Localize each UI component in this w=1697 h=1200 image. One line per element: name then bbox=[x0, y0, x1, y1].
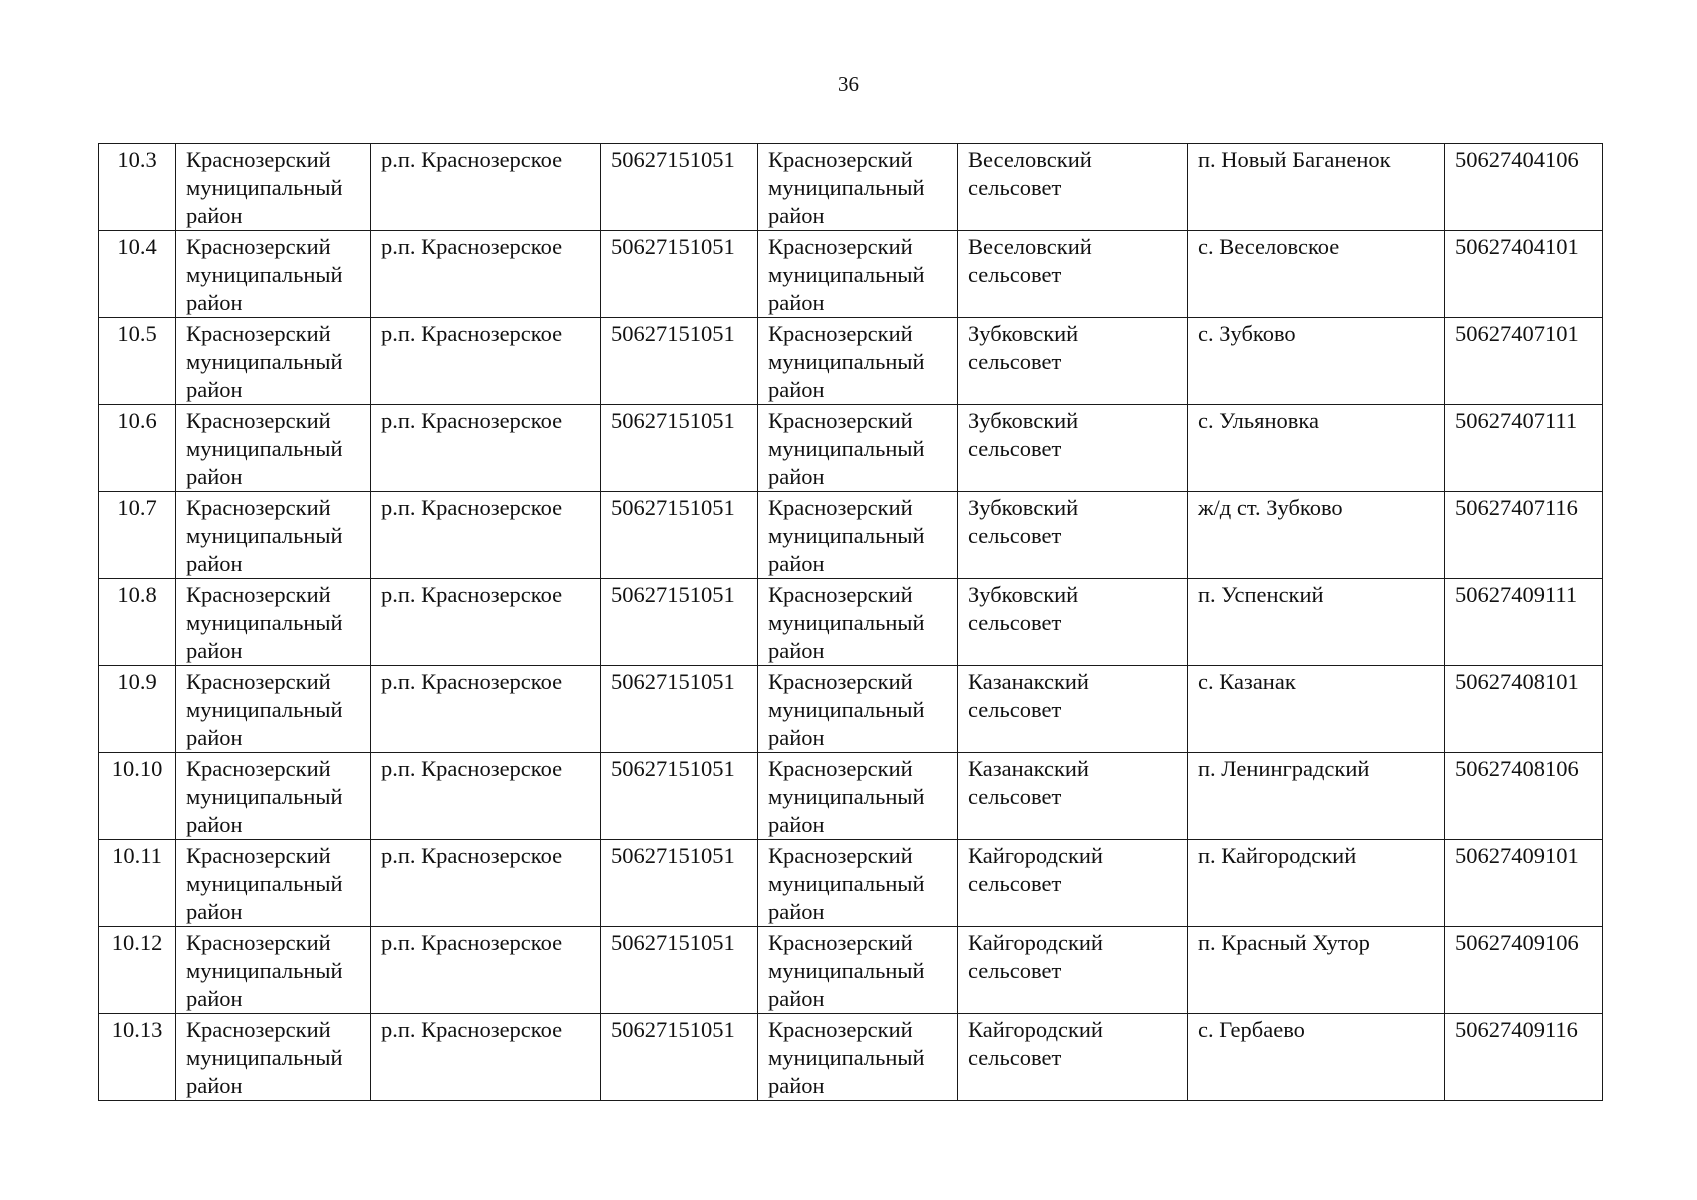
page-number: 36 bbox=[838, 72, 859, 96]
settlement-cell: с. Веселовское bbox=[1188, 231, 1445, 318]
district-cell: Краснозерский муниципальный район bbox=[176, 1014, 371, 1101]
admin-center-code-cell: 50627151051 bbox=[601, 405, 758, 492]
district-cell: Краснозерский муниципальный район bbox=[176, 666, 371, 753]
admin-center-code-cell: 50627151051 bbox=[601, 318, 758, 405]
village-council-cell: Казанакский сельсовет bbox=[958, 753, 1188, 840]
table-row bbox=[99, 405, 1603, 492]
village-council-cell: Веселовский сельсовет bbox=[958, 144, 1188, 231]
village-council-cell: Зубковский сельсовет bbox=[958, 579, 1188, 666]
admin-center-code-cell: 50627151051 bbox=[601, 927, 758, 1014]
table-row bbox=[99, 840, 1603, 927]
settlement-code-cell: 50627404101 bbox=[1445, 231, 1603, 318]
admin-center-cell: р.п. Краснозерское bbox=[371, 666, 601, 753]
settlement-cell: п. Новый Баганенок bbox=[1188, 144, 1445, 231]
settlement-code-cell: 50627409106 bbox=[1445, 927, 1603, 1014]
settlement-cell: ж/д ст. Зубково bbox=[1188, 492, 1445, 579]
row-number-cell: 10.7 bbox=[99, 492, 176, 579]
table-row bbox=[99, 318, 1603, 405]
admin-center-cell: р.п. Краснозерское bbox=[371, 492, 601, 579]
settlement-cell: с. Ульяновка bbox=[1188, 405, 1445, 492]
admin-center-cell: р.п. Краснозерское bbox=[371, 231, 601, 318]
settlement-cell: п. Красный Хутор bbox=[1188, 927, 1445, 1014]
settlement-cell: п. Успенский bbox=[1188, 579, 1445, 666]
admin-center-cell: р.п. Краснозерское bbox=[371, 753, 601, 840]
settlement-code-cell: 50627409101 bbox=[1445, 840, 1603, 927]
admin-center-cell: р.п. Краснозерское bbox=[371, 318, 601, 405]
admin-center-code-cell: 50627151051 bbox=[601, 753, 758, 840]
district-cell: Краснозерский муниципальный район bbox=[176, 405, 371, 492]
settlements-table bbox=[98, 143, 1603, 1101]
district-cell: Краснозерский муниципальный район bbox=[176, 492, 371, 579]
village-council-cell: Кайгородский сельсовет bbox=[958, 1014, 1188, 1101]
settlement-cell: п. Ленинградский bbox=[1188, 753, 1445, 840]
municipal-district-cell: Краснозерский муниципальный район bbox=[758, 492, 958, 579]
admin-center-code-cell: 50627151051 bbox=[601, 1014, 758, 1101]
municipal-district-cell: Краснозерский муниципальный район bbox=[758, 753, 958, 840]
row-number-cell: 10.4 bbox=[99, 231, 176, 318]
municipal-district-cell: Краснозерский муниципальный район bbox=[758, 840, 958, 927]
settlement-code-cell: 50627409111 bbox=[1445, 579, 1603, 666]
settlement-code-cell: 50627404106 bbox=[1445, 144, 1603, 231]
table-row bbox=[99, 579, 1603, 666]
admin-center-code-cell: 50627151051 bbox=[601, 231, 758, 318]
municipal-district-cell: Краснозерский муниципальный район bbox=[758, 927, 958, 1014]
settlement-code-cell: 50627408101 bbox=[1445, 666, 1603, 753]
municipal-district-cell: Краснозерский муниципальный район bbox=[758, 666, 958, 753]
admin-center-code-cell: 50627151051 bbox=[601, 666, 758, 753]
settlement-code-cell: 50627408106 bbox=[1445, 753, 1603, 840]
row-number-cell: 10.5 bbox=[99, 318, 176, 405]
table-row bbox=[99, 1014, 1603, 1101]
village-council-cell: Кайгородский сельсовет bbox=[958, 927, 1188, 1014]
row-number-cell: 10.6 bbox=[99, 405, 176, 492]
admin-center-cell: р.п. Краснозерское bbox=[371, 405, 601, 492]
table-row bbox=[99, 666, 1603, 753]
district-cell: Краснозерский муниципальный район bbox=[176, 144, 371, 231]
table-row bbox=[99, 144, 1603, 231]
table-row bbox=[99, 492, 1603, 579]
district-cell: Краснозерский муниципальный район bbox=[176, 318, 371, 405]
row-number-cell: 10.10 bbox=[99, 753, 176, 840]
admin-center-code-cell: 50627151051 bbox=[601, 840, 758, 927]
municipal-district-cell: Краснозерский муниципальный район bbox=[758, 318, 958, 405]
municipal-district-cell: Краснозерский муниципальный район bbox=[758, 231, 958, 318]
district-cell: Краснозерский муниципальный район bbox=[176, 927, 371, 1014]
admin-center-code-cell: 50627151051 bbox=[601, 492, 758, 579]
settlement-cell: с. Зубково bbox=[1188, 318, 1445, 405]
admin-center-cell: р.п. Краснозерское bbox=[371, 927, 601, 1014]
admin-center-cell: р.п. Краснозерское bbox=[371, 1014, 601, 1101]
village-council-cell: Казанакский сельсовет bbox=[958, 666, 1188, 753]
municipal-district-cell: Краснозерский муниципальный район bbox=[758, 144, 958, 231]
row-number-cell: 10.8 bbox=[99, 579, 176, 666]
table-row bbox=[99, 927, 1603, 1014]
village-council-cell: Кайгородский сельсовет bbox=[958, 840, 1188, 927]
table-row bbox=[99, 753, 1603, 840]
row-number-cell: 10.13 bbox=[99, 1014, 176, 1101]
settlement-cell: с. Казанак bbox=[1188, 666, 1445, 753]
row-number-cell: 10.12 bbox=[99, 927, 176, 1014]
village-council-cell: Зубковский сельсовет bbox=[958, 405, 1188, 492]
row-number-cell: 10.3 bbox=[99, 144, 176, 231]
settlement-cell: п. Кайгородский bbox=[1188, 840, 1445, 927]
settlement-code-cell: 50627407101 bbox=[1445, 318, 1603, 405]
table-row bbox=[99, 231, 1603, 318]
admin-center-cell: р.п. Краснозерское bbox=[371, 840, 601, 927]
admin-center-code-cell: 50627151051 bbox=[601, 579, 758, 666]
village-council-cell: Веселовский сельсовет bbox=[958, 231, 1188, 318]
admin-center-code-cell: 50627151051 bbox=[601, 144, 758, 231]
settlement-cell: с. Гербаево bbox=[1188, 1014, 1445, 1101]
row-number-cell: 10.11 bbox=[99, 840, 176, 927]
district-cell: Краснозерский муниципальный район bbox=[176, 753, 371, 840]
village-council-cell: Зубковский сельсовет bbox=[958, 492, 1188, 579]
settlement-code-cell: 50627407116 bbox=[1445, 492, 1603, 579]
admin-center-cell: р.п. Краснозерское bbox=[371, 579, 601, 666]
row-number-cell: 10.9 bbox=[99, 666, 176, 753]
table-body bbox=[99, 144, 1603, 1101]
village-council-cell: Зубковский сельсовет bbox=[958, 318, 1188, 405]
district-cell: Краснозерский муниципальный район bbox=[176, 231, 371, 318]
admin-center-cell: р.п. Краснозерское bbox=[371, 144, 601, 231]
municipal-district-cell: Краснозерский муниципальный район bbox=[758, 1014, 958, 1101]
municipal-district-cell: Краснозерский муниципальный район bbox=[758, 405, 958, 492]
municipal-district-cell: Краснозерский муниципальный район bbox=[758, 579, 958, 666]
settlement-code-cell: 50627409116 bbox=[1445, 1014, 1603, 1101]
settlement-code-cell: 50627407111 bbox=[1445, 405, 1603, 492]
district-cell: Краснозерский муниципальный район bbox=[176, 840, 371, 927]
district-cell: Краснозерский муниципальный район bbox=[176, 579, 371, 666]
